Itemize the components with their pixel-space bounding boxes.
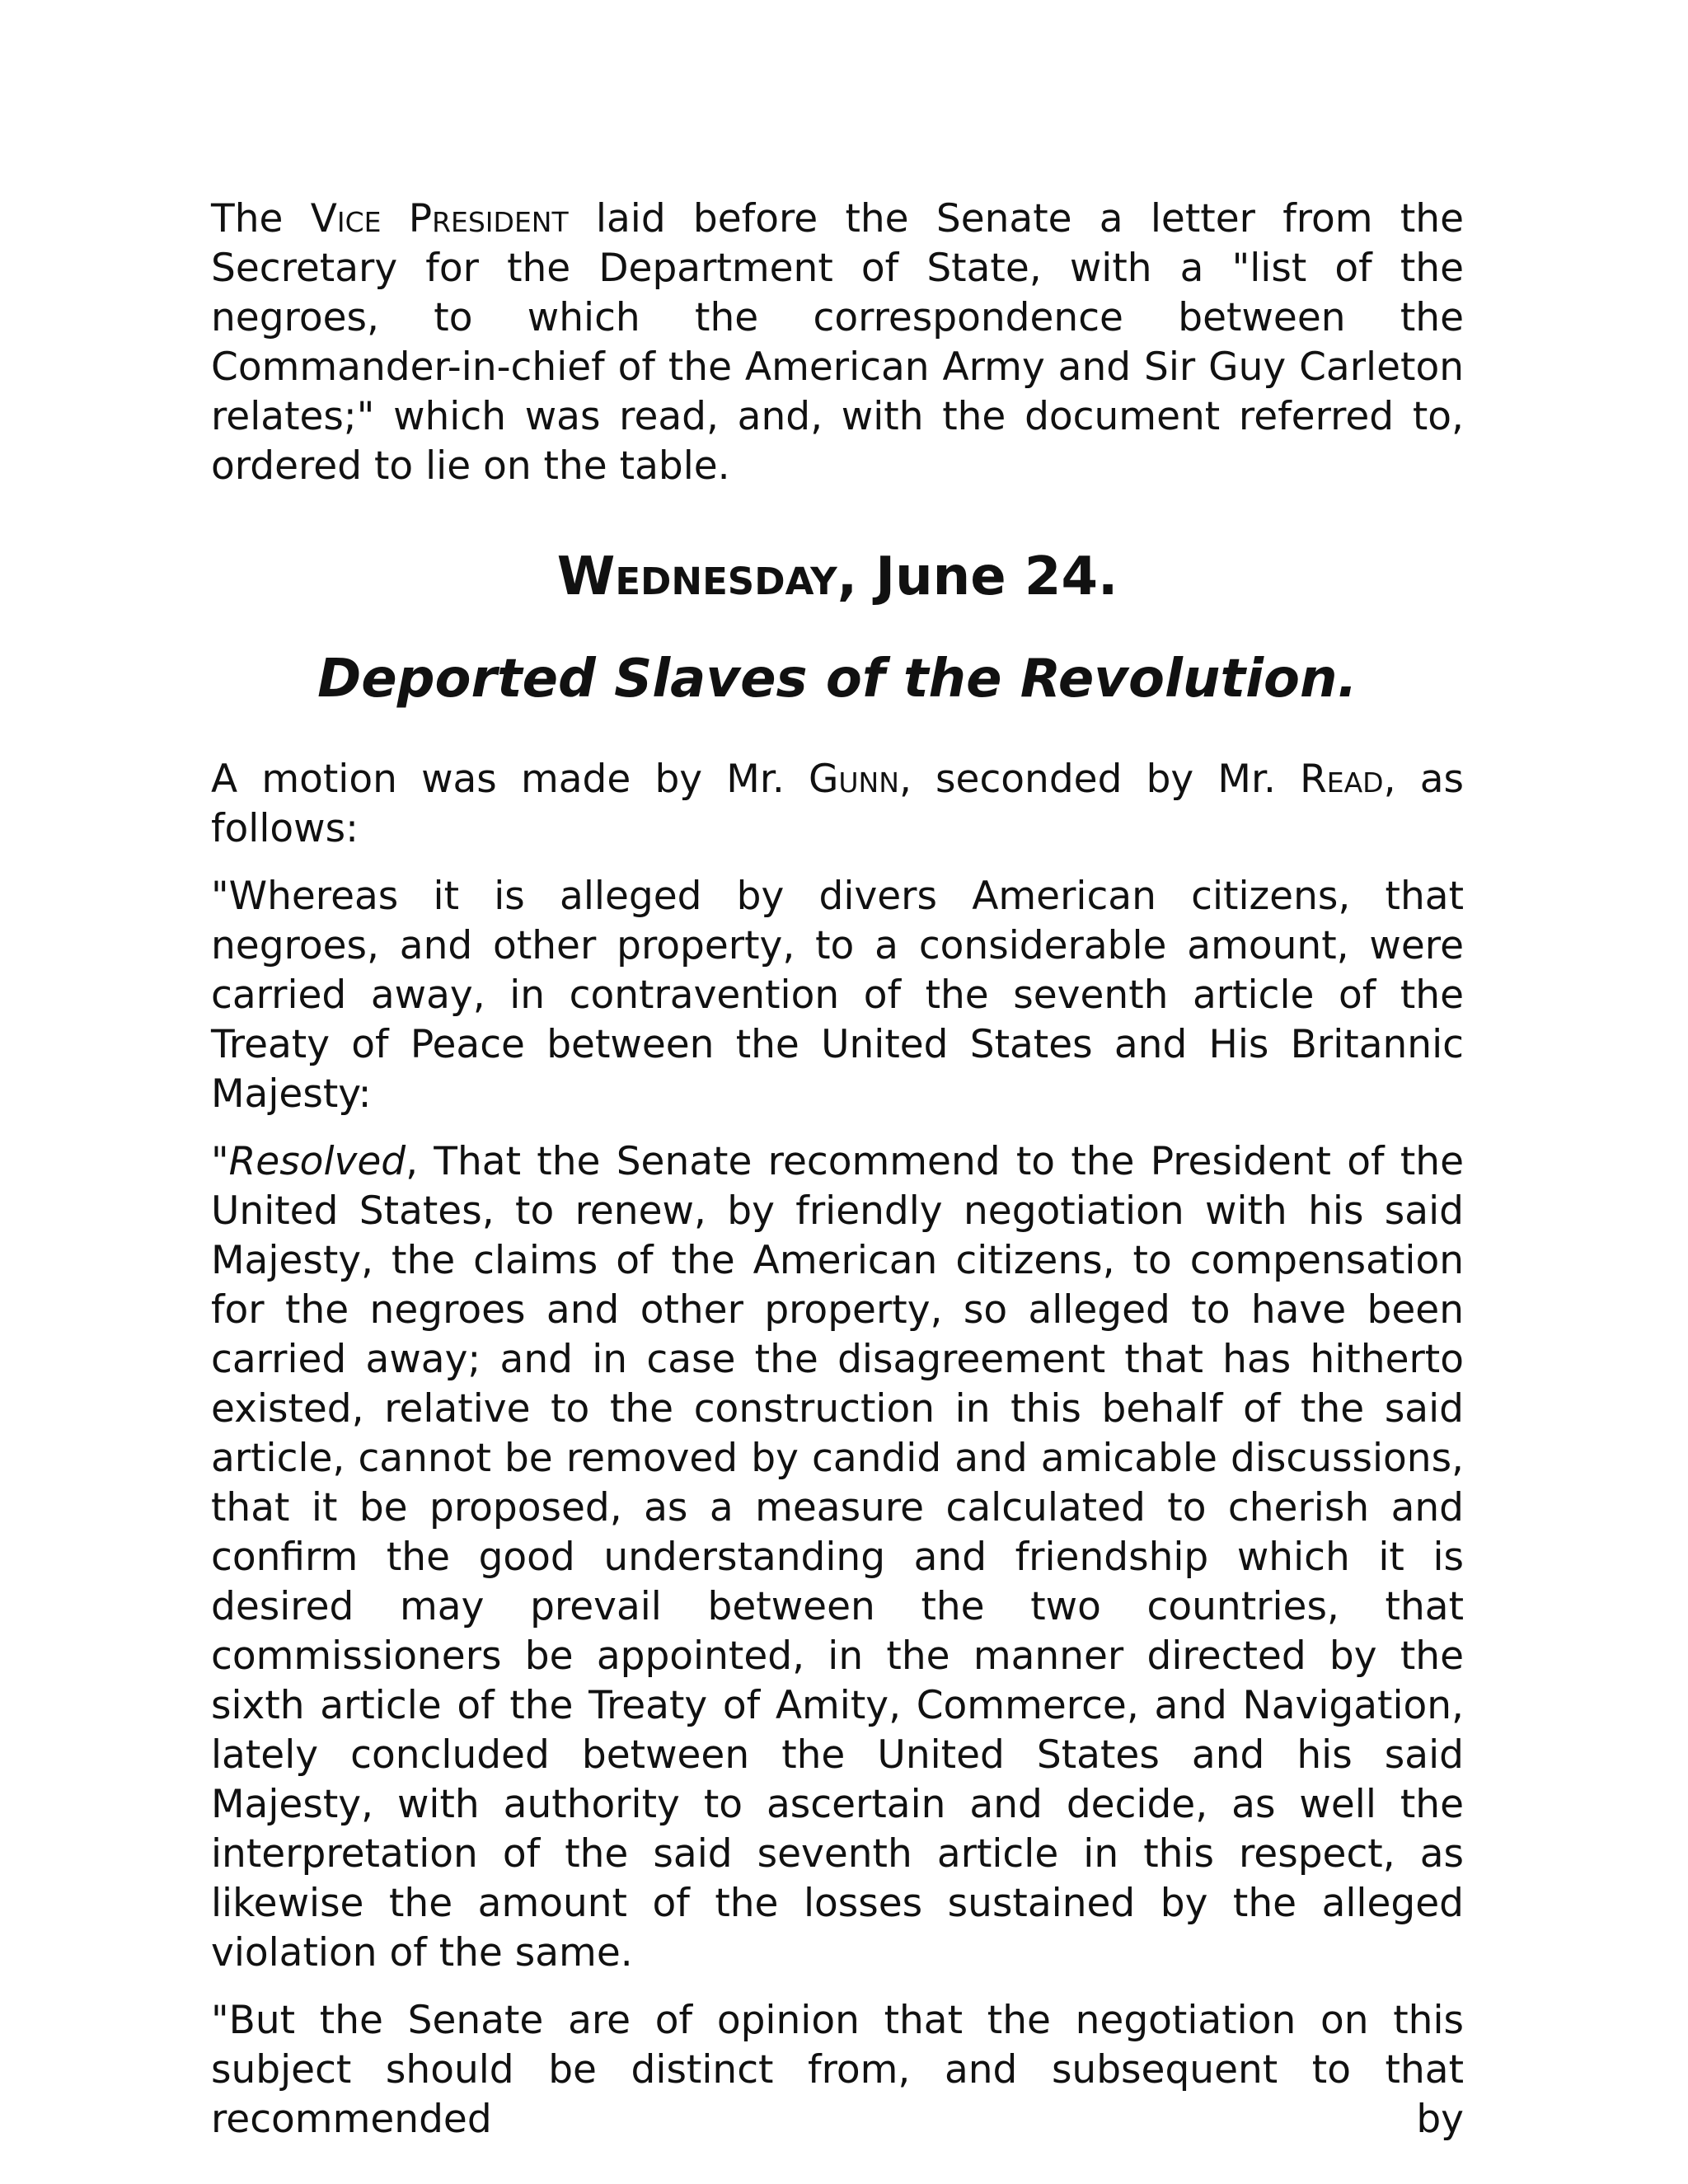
motion-text-3: , as follows: bbox=[211, 757, 1464, 851]
motion-text-1: A motion was made by Mr. bbox=[211, 757, 809, 802]
whereas-paragraph: "Whereas it is alleged by divers American citizens, that negroes, and other property, to a considerable amount, were carried away, in contravention of the seventh article of the Treaty of Peace between the United States and His Britannic Majesty: bbox=[211, 874, 1464, 1117]
motion-paragraph bbox=[211, 755, 1464, 854]
date-heading bbox=[211, 544, 1464, 610]
resolved-open-quote: " bbox=[211, 1139, 229, 1184]
date-heading-date: , June 24. bbox=[837, 546, 1118, 607]
intro-lead: The bbox=[211, 196, 311, 241]
resolved-word: Resolved bbox=[228, 1139, 406, 1184]
resolved-text: , That the Senate recommend to the President of the United States, to renew, by friendly negotiation with his said Majesty, the claims of the American citizens, to compensation for the negroes and other property, so alleged to have been carried away; and in case the disagreement that has hitherto existed, relative to the construction in this behalf of the said article, cannot be removed by candid and amicable discussions, that it be proposed, as a measure calculated to cherish and confirm the good understanding and friendship which it is desired may prevail between the two countries, that commissioners be appointed, in the manner directed by the sixth article of the Treaty of Amity, Commerce, and Navigation, lately concluded between the United States and his said Majesty, with authority to ascertain and decide, as well the interpretation of the said seventh article in this respect, as likewise the amount of the losses sustained by the alleged violation of the same. bbox=[211, 1139, 1464, 1975]
date-heading-day: Wednesday bbox=[556, 546, 837, 607]
mover-name: Gunn bbox=[808, 757, 899, 802]
resolved-paragraph bbox=[211, 1137, 1464, 1978]
document-page bbox=[211, 194, 1464, 2163]
intro-text: laid before the Senate a letter from the Secretary for the Department of State, with a "list of the negroes, to which the correspondence between the Commander-in-chief of the American Army and Sir Guy Carleton relates;" which was read, and, with the document referred to, ordered to lie on the table. bbox=[211, 196, 1464, 489]
section-title: Deported Slaves of the Revolution. bbox=[317, 649, 1357, 710]
final-paragraph: "But the Senate are of opinion that the negotiation on this subject should be distinct from, and subsequent to that recommended by bbox=[211, 1998, 1464, 2142]
intro-paragraph bbox=[211, 194, 1464, 491]
motion-text-2: , seconded by Mr. bbox=[898, 757, 1301, 802]
vice-president-title: Vice President bbox=[310, 196, 569, 241]
seconder-name: Read bbox=[1300, 757, 1384, 802]
